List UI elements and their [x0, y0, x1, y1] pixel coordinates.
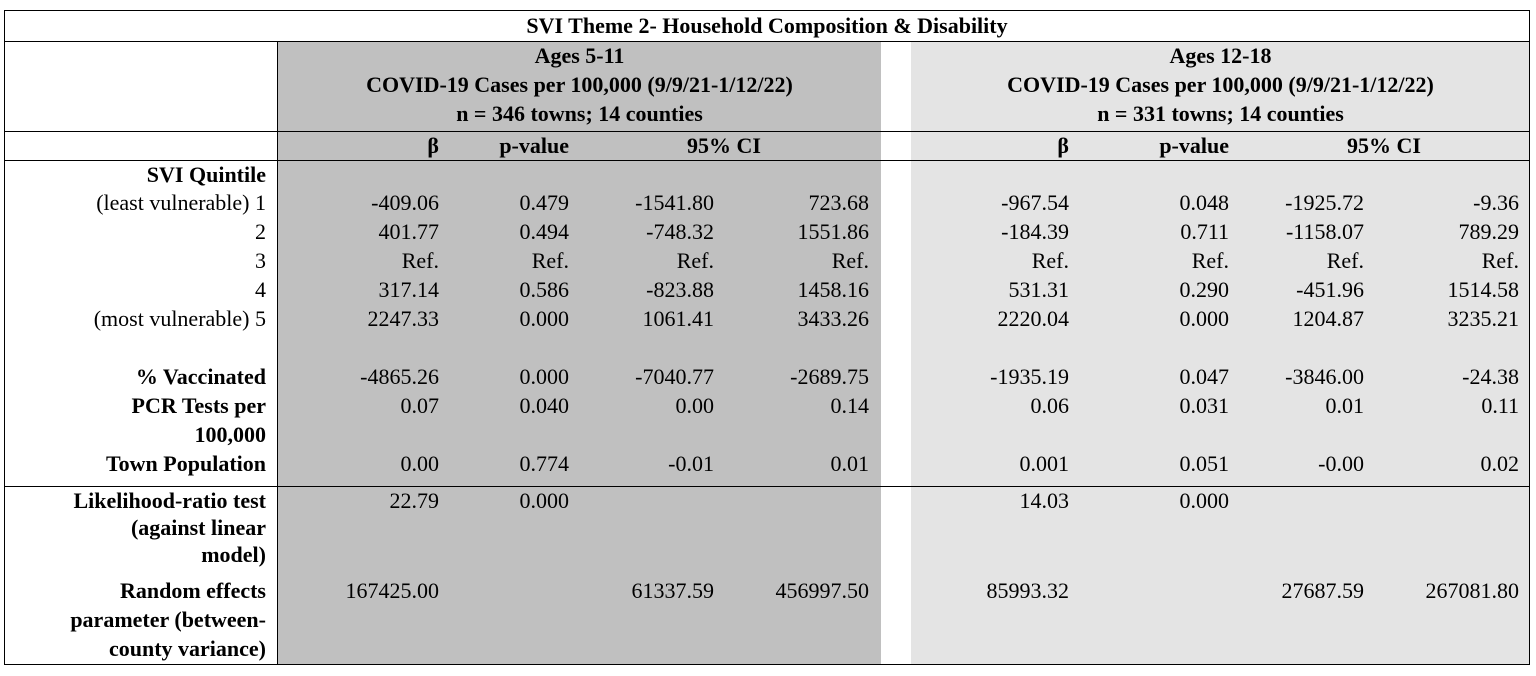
row-label-quintile-5: (most vulnerable) 5 — [93, 306, 266, 331]
cell-vaccinated-a-ci-high: -2689.75 — [790, 364, 869, 389]
cell-quintile-4-a-beta: 317.14 — [378, 277, 439, 302]
lr-test-a-beta: 22.79 — [389, 488, 439, 513]
lr-test-a-pvalue: 0.000 — [519, 488, 569, 513]
cell-town-population-a-pvalue: 0.774 — [519, 451, 569, 476]
cell-town-population-b-pvalue: 0.051 — [1179, 451, 1229, 476]
column-header-bottom-border — [4, 160, 1530, 161]
row-label-quintile-1: (least vulnerable) 1 — [96, 190, 266, 215]
cell-quintile-3-a-ci-high: Ref. — [831, 248, 869, 273]
cell-quintile-5-a-pvalue: 0.000 — [519, 306, 569, 331]
col-pvalue-a: p-value — [499, 133, 569, 158]
cell-vaccinated-a-ci-low: -7040.77 — [635, 364, 714, 389]
cell-quintile-4-a-ci-low: -823.88 — [646, 277, 714, 302]
random-effects-a-ci-high: 456997.50 — [775, 578, 869, 603]
row-label-vaccinated: % Vaccinated — [135, 364, 266, 389]
cell-pcr-tests-b-beta: 0.06 — [1030, 393, 1069, 418]
cell-quintile-2-a-beta: 401.77 — [378, 219, 439, 244]
random-effects-label-2: parameter (between- — [70, 607, 266, 632]
cell-town-population-a-beta: 0.00 — [400, 451, 439, 476]
cell-quintile-4-a-ci-high: 1458.16 — [797, 277, 869, 302]
label-column-border — [277, 41, 278, 665]
cell-quintile-4-b-ci-high: 1514.58 — [1447, 277, 1519, 302]
cell-quintile-4-b-beta: 531.31 — [1008, 277, 1069, 302]
row-label-quintile-4: 4 — [255, 277, 266, 302]
col-ci-b: 95% CI — [1347, 133, 1421, 158]
random-effects-label-1: Random effects — [119, 578, 266, 603]
cell-vaccinated-a-beta: -4865.26 — [360, 364, 439, 389]
lr-test-label-2: (against linear — [130, 515, 266, 540]
lr-test-b-pvalue: 0.000 — [1179, 488, 1229, 513]
group-b-sample: n = 331 towns; 14 counties — [1097, 101, 1344, 126]
cell-quintile-1-b-beta: -967.54 — [1001, 190, 1069, 215]
random-effects-a-beta: 167425.00 — [345, 578, 439, 603]
cell-quintile-2-b-pvalue: 0.711 — [1180, 219, 1229, 244]
cell-town-population-b-ci-low: -0.00 — [1318, 451, 1364, 476]
group-header-bottom-border — [4, 131, 1530, 132]
group-b-age: Ages 12-18 — [1169, 43, 1272, 68]
table-bottom-border — [4, 664, 1530, 665]
cell-quintile-3-b-pvalue: Ref. — [1191, 248, 1229, 273]
col-beta-a: β — [427, 133, 439, 158]
cell-quintile-4-a-pvalue: 0.586 — [519, 277, 569, 302]
cell-pcr-tests-a-ci-low: 0.00 — [675, 393, 714, 418]
group-b-measure: COVID-19 Cases per 100,000 (9/9/21-1/12/22) — [1007, 72, 1434, 97]
cell-quintile-1-a-beta: -409.06 — [371, 190, 439, 215]
cell-pcr-tests-b-ci-high: 0.11 — [1481, 393, 1519, 418]
cell-quintile-2-a-ci-high: 1551.86 — [797, 219, 869, 244]
table-title: SVI Theme 2- Household Composition & Disability — [526, 13, 1008, 38]
cell-quintile-3-a-pvalue: Ref. — [531, 248, 569, 273]
lr-test-label-1: Likelihood-ratio test — [73, 488, 266, 513]
group-a-measure: COVID-19 Cases per 100,000 (9/9/21-1/12/22) — [366, 72, 793, 97]
svi-quintile-label: SVI Quintile — [146, 162, 266, 187]
cell-quintile-2-b-ci-low: -1158.07 — [1285, 219, 1364, 244]
cell-quintile-5-a-ci-high: 3433.26 — [797, 306, 869, 331]
cell-vaccinated-b-ci-low: -3846.00 — [1285, 364, 1364, 389]
lr-test-b-beta: 14.03 — [1019, 488, 1069, 513]
cell-quintile-5-a-ci-low: 1061.41 — [642, 306, 714, 331]
row-label-quintile-2: 2 — [255, 219, 266, 244]
cell-quintile-1-a-ci-low: -1541.80 — [635, 190, 714, 215]
random-effects-label-3: county variance) — [108, 636, 266, 661]
cell-vaccinated-b-beta: -1935.19 — [990, 364, 1069, 389]
cell-quintile-3-a-beta: Ref. — [401, 248, 439, 273]
cell-town-population-b-beta: 0.001 — [1019, 451, 1069, 476]
cell-town-population-a-ci-high: 0.01 — [830, 451, 869, 476]
lr-test-label-3: model) — [201, 542, 266, 567]
cell-pcr-tests-b-pvalue: 0.031 — [1179, 393, 1229, 418]
row-label-quintile-3: 3 — [255, 248, 266, 273]
row-label-town-population: Town Population — [106, 451, 266, 476]
cell-quintile-1-a-ci-high: 723.68 — [808, 190, 869, 215]
cell-vaccinated-b-pvalue: 0.047 — [1179, 364, 1229, 389]
cell-quintile-2-b-ci-high: 789.29 — [1458, 219, 1519, 244]
cell-quintile-5-b-beta: 2220.04 — [997, 306, 1069, 331]
cell-quintile-2-a-pvalue: 0.494 — [519, 219, 569, 244]
svi-regression-table — [4, 10, 1530, 665]
random-effects-b-beta: 85993.32 — [986, 578, 1069, 603]
title-bottom-border — [4, 41, 1530, 42]
group-a-sample: n = 346 towns; 14 counties — [456, 101, 703, 126]
cell-quintile-1-a-pvalue: 0.479 — [519, 190, 569, 215]
cell-quintile-3-a-ci-low: Ref. — [676, 248, 714, 273]
random-effects-b-ci-high: 267081.80 — [1425, 578, 1519, 603]
cell-town-population-b-ci-high: 0.02 — [1480, 451, 1519, 476]
cell-quintile-1-b-pvalue: 0.048 — [1179, 190, 1229, 215]
cell-quintile-4-b-pvalue: 0.290 — [1179, 277, 1229, 302]
cell-quintile-3-b-ci-low: Ref. — [1326, 248, 1364, 273]
cell-pcr-tests-a-pvalue: 0.040 — [519, 393, 569, 418]
cell-quintile-1-b-ci-high: -9.36 — [1473, 190, 1519, 215]
cell-quintile-5-b-ci-low: 1204.87 — [1292, 306, 1364, 331]
col-beta-b: β — [1057, 133, 1069, 158]
results-bottom-border — [4, 486, 1530, 487]
cell-quintile-4-b-ci-low: -451.96 — [1296, 277, 1364, 302]
cell-quintile-5-a-beta: 2247.33 — [367, 306, 439, 331]
row-label-pcr-tests-1: PCR Tests per — [131, 393, 266, 418]
row-label-pcr-tests-2: 100,000 — [194, 422, 266, 447]
table-top-border — [4, 10, 1530, 11]
cell-quintile-3-b-beta: Ref. — [1031, 248, 1069, 273]
cell-quintile-3-b-ci-high: Ref. — [1481, 248, 1519, 273]
cell-pcr-tests-a-beta: 0.07 — [400, 393, 439, 418]
random-effects-a-ci-low: 61337.59 — [631, 578, 714, 603]
cell-vaccinated-b-ci-high: -24.38 — [1462, 364, 1519, 389]
cell-town-population-a-ci-low: -0.01 — [668, 451, 714, 476]
cell-pcr-tests-a-ci-high: 0.14 — [830, 393, 869, 418]
random-effects-b-ci-low: 27687.59 — [1281, 578, 1364, 603]
cell-quintile-1-b-ci-low: -1925.72 — [1285, 190, 1364, 215]
cell-quintile-5-b-pvalue: 0.000 — [1179, 306, 1229, 331]
col-pvalue-b: p-value — [1159, 133, 1229, 158]
cell-quintile-5-b-ci-high: 3235.21 — [1447, 306, 1519, 331]
group-a-age: Ages 5-11 — [534, 43, 625, 68]
col-ci-a: 95% CI — [687, 133, 761, 158]
cell-quintile-2-b-beta: -184.39 — [1001, 219, 1069, 244]
cell-vaccinated-a-pvalue: 0.000 — [519, 364, 569, 389]
cell-quintile-2-a-ci-low: -748.32 — [646, 219, 714, 244]
cell-pcr-tests-b-ci-low: 0.01 — [1325, 393, 1364, 418]
